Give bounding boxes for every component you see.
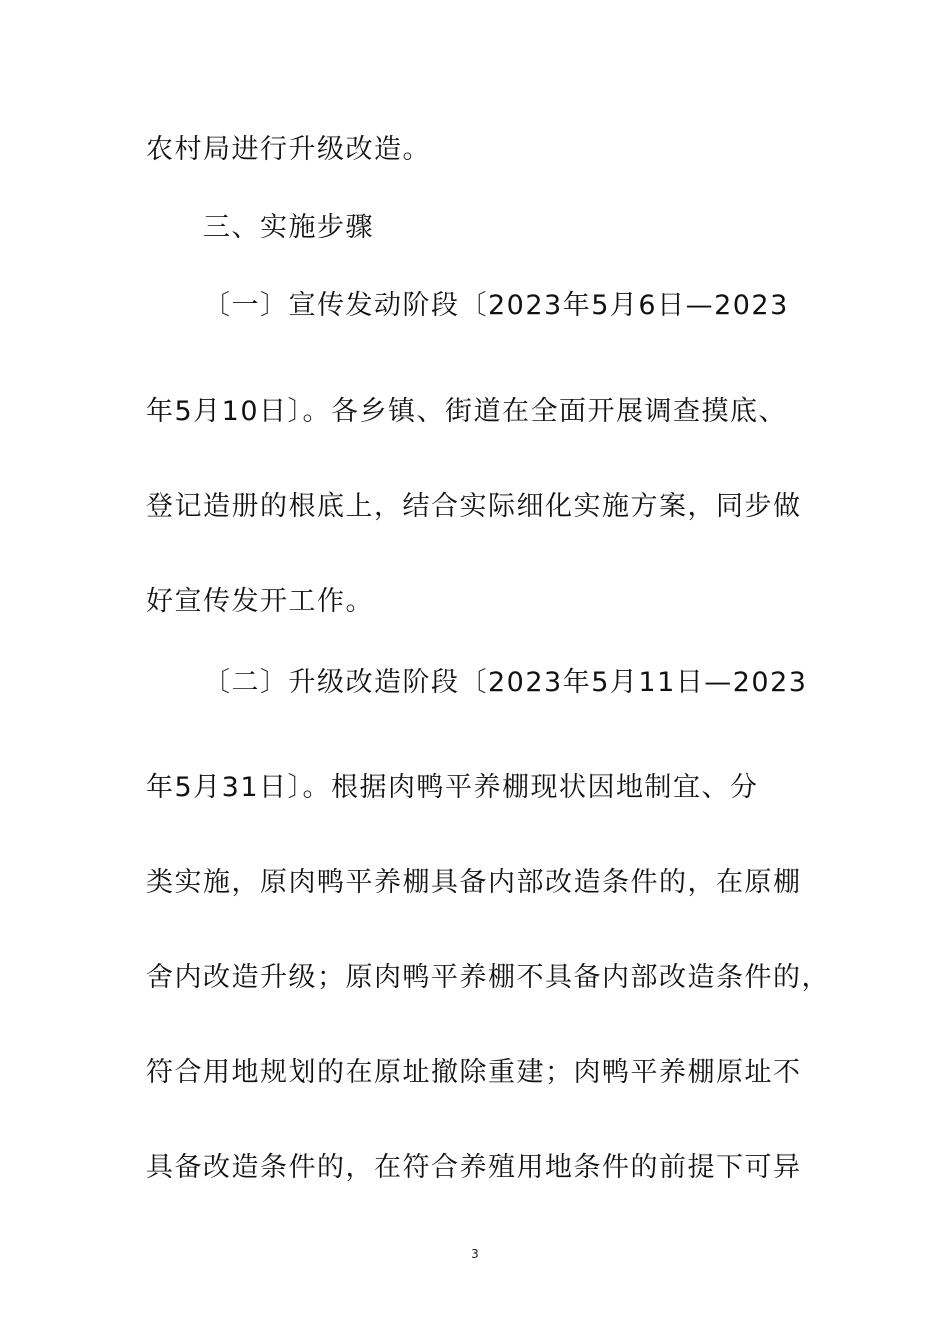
page-number: 3 xyxy=(471,1247,479,1261)
paragraph-line: 农村局进行升级改造。 xyxy=(146,134,431,165)
paragraph-line: 年5月31日〕。根据肉鸭平养棚现状因地制宜、分 xyxy=(146,772,759,803)
paragraph-line: 〔二〕升级改造阶段〔2023年5月11日—2023 xyxy=(203,667,808,698)
paragraph-line: 类实施，原肉鸭平养棚具备内部改造条件的，在原棚 xyxy=(146,867,802,898)
paragraph-line: 年5月10日〕。各乡镇、街道在全面开展调查摸底、 xyxy=(146,396,788,427)
section-heading: 三、实施步骤 xyxy=(203,212,374,243)
paragraph-line: 好宣传发开工作。 xyxy=(146,586,374,617)
paragraph-line: 〔一〕宣传发动阶段〔2023年5月6日—2023 xyxy=(203,290,789,321)
paragraph-line: 登记造册的根底上，结合实际细化实施方案，同步做 xyxy=(146,491,802,522)
paragraph-line: 舍内改造升级；原肉鸭平养棚不具备内部改造条件的， xyxy=(146,962,830,993)
paragraph-line: 具备改造条件的，在符合养殖用地条件的前提下可异 xyxy=(146,1152,802,1183)
paragraph-line: 符合用地规划的在原址撤除重建；肉鸭平养棚原址不 xyxy=(146,1057,802,1088)
